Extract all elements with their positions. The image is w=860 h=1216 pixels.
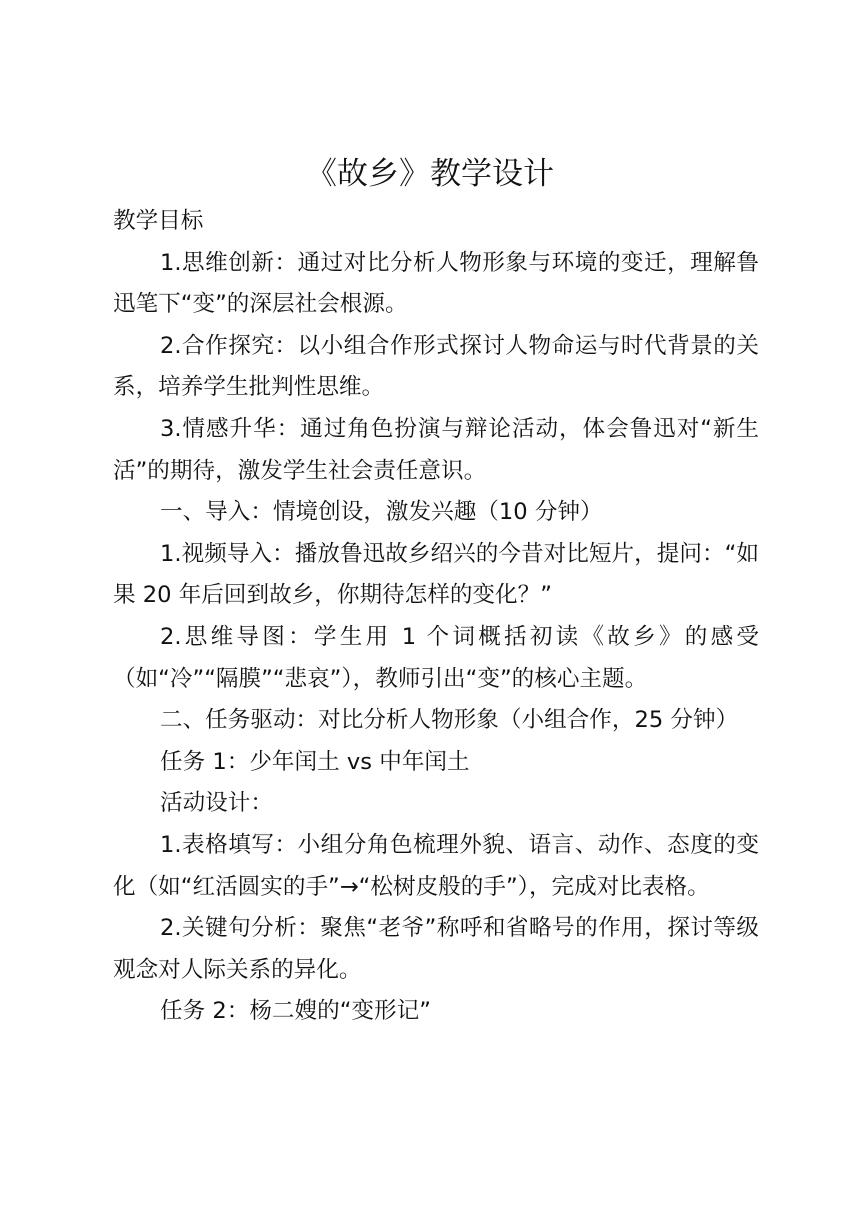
goal-paragraph-1: 1.思维创新：通过对比分析人物形象与环境的变迁，理解鲁迅笔下“变”的深层社会根源。 [113,249,759,318]
document-body [113,201,759,1033]
task-1-item-2: 2.关键句分析：聚焦“老爷”称呼和省略号的作用，探讨等级观念对人际关系的异化。 [113,915,759,983]
activity-label: 活动设计： [160,790,273,817]
part-1-item-1: 1.视频导入：播放鲁迅故乡绍兴的今昔对比短片，提问：“如果 20 年后回到故乡，你期待怎样的变化？” [113,540,759,609]
goal-paragraph-3: 3.情感升华：通过角色扮演与辩论活动，体会鲁迅对“新生活”的期待，激发学生社会责任意识。 [113,415,759,484]
part-2-heading: 二、任务驱动：对比分析人物形象（小组合作，25 分钟） [160,707,739,734]
task-1-heading: 任务 1：少年闰土 vs 中年闰土 [160,748,470,775]
part-1-heading: 一、导入：情境创设，激发兴趣（10 分钟） [160,499,603,526]
part-1-item-2: 2.思维导图：学生用 1 个词概括初读《故乡》的感受（如“冷”“隔膜”“悲哀”），教师引出“变”的核心主题。 [113,623,759,692]
task-1-item-1: 1.表格填写：小组分角色梳理外貌、语言、动作、态度的变化（如“红活圆实的手”→“松树皮般的手”），完成对比表格。 [113,831,759,900]
goal-paragraph-2: 2.合作探究：以小组合作形式探讨人物命运与时代背景的关系，培养学生批判性思维。 [113,332,759,401]
task-2-heading: 任务 2：杨二嫂的“变形记” [160,998,431,1025]
section-heading-goals: 教学目标 [113,208,204,234]
document-title: 《故乡》教学设计 [306,156,554,192]
